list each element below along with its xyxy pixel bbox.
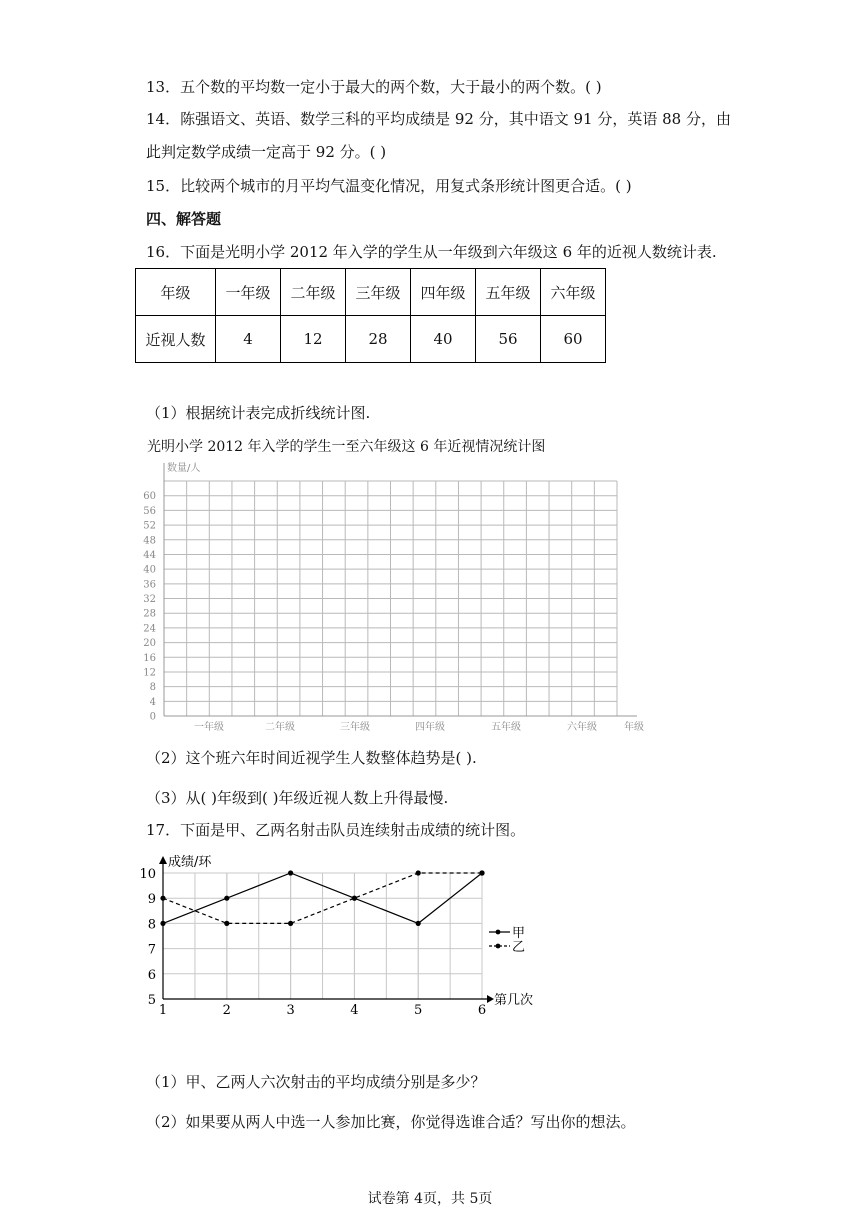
table-cell: 40	[411, 316, 476, 363]
data-point	[416, 870, 421, 875]
y-tick-label: 5	[147, 993, 156, 1008]
y-tick-label: 48	[143, 535, 156, 547]
y-axis-label: 成绩/环	[168, 855, 212, 870]
x-tick-label: 六年级	[567, 722, 597, 733]
question-16-sub3: （3）从( )年级到( )年级近视人数上升得最慢.	[146, 789, 449, 807]
question-16-intro: 16．下面是光明小学 2012 年入学的学生从一年级到六年级这 6 年的近视人数统计表.	[146, 243, 717, 261]
data-point	[479, 870, 484, 875]
data-point	[224, 921, 229, 926]
question-14-line2: 此判定数学成绩一定高于 92 分。( )	[146, 143, 387, 161]
legend-marker	[496, 930, 501, 935]
x-tick-label: 1	[158, 1003, 168, 1018]
y-tick-label: 24	[143, 623, 156, 635]
table-cell: 4	[216, 316, 281, 363]
y-tick-label: 0	[149, 711, 156, 723]
data-point	[160, 921, 165, 926]
data-point	[160, 896, 165, 901]
y-tick-label: 4	[149, 696, 156, 708]
table-cell: 二年级	[281, 269, 346, 316]
table-cell: 四年级	[411, 269, 476, 316]
page-footer: 试卷第 4页，共 5页	[367, 1191, 493, 1207]
y-tick-label: 7	[147, 942, 156, 958]
series-line-1	[163, 873, 482, 923]
data-point	[352, 896, 357, 901]
x-tick-label: 三年级	[340, 722, 370, 733]
data-point	[416, 921, 421, 926]
y-tick-label: 52	[143, 520, 156, 532]
y-axis-label: 数量/人	[167, 463, 201, 474]
x-tick-label: 3	[286, 1003, 295, 1018]
question-17-sub1: （1）甲、乙两人六次射击的平均成绩分别是多少？	[146, 1073, 486, 1091]
y-tick-label: 28	[143, 608, 156, 620]
section-heading: 四、解答题	[146, 210, 222, 228]
table-cell: 56	[476, 316, 541, 363]
legend-label: 甲	[512, 926, 526, 941]
x-tick-label: 6	[477, 1003, 487, 1018]
question-14-line1: 14．陈强语文、英语、数学三科的平均成绩是 92 分，其中语文 91 分，英语 88 分，由	[146, 110, 731, 128]
data-point	[224, 896, 229, 901]
y-tick-label: 44	[143, 549, 156, 561]
x-axis-label: 第几次	[494, 993, 534, 1008]
myopia-table	[135, 268, 606, 363]
legend-label: 乙	[512, 940, 526, 955]
y-tick-label: 40	[143, 564, 156, 576]
question-17-intro: 17．下面是甲、乙两名射击队员连续射击成绩的统计图。	[146, 821, 526, 839]
x-tick-label: 一年级	[194, 722, 224, 733]
y-tick-label: 16	[143, 652, 156, 664]
table-cell: 六年级	[541, 269, 606, 316]
data-point	[288, 870, 293, 875]
y-tick-label: 36	[143, 579, 156, 591]
question-15: 15．比较两个城市的月平均气温变化情况，用复式条形统计图更合适。( )	[146, 177, 632, 195]
data-point	[352, 896, 357, 901]
x-axis-label: 年级	[624, 722, 644, 733]
x-tick-label: 2	[222, 1003, 231, 1018]
x-tick-label: 四年级	[415, 722, 445, 733]
y-tick-label: 32	[143, 594, 156, 605]
table-row	[136, 269, 606, 316]
y-tick-label: 60	[143, 491, 156, 503]
y-tick-label: 6	[147, 967, 156, 983]
x-axis-arrow	[487, 995, 494, 1003]
x-tick-label: 五年级	[491, 722, 521, 733]
x-tick-label: 二年级	[265, 722, 295, 733]
question-13: 13．五个数的平均数一定小于最大的两个数，大于最小的两个数。( )	[146, 78, 602, 96]
question-16-sub2: （2）这个班六年时间近视学生人数整体趋势是( ).	[146, 749, 477, 767]
y-tick-label: 20	[143, 638, 156, 650]
y-tick-label: 8	[149, 682, 156, 694]
legend-marker	[496, 944, 501, 949]
table-header-cell: 年级	[136, 269, 216, 316]
y-tick-label: 10	[139, 867, 156, 882]
question-16-sub1: （1）根据统计表完成折线统计图.	[146, 404, 371, 422]
question-17-sub2: （2）如果要从两人中选一人参加比赛，你觉得选谁合适？写出你的想法。	[146, 1113, 636, 1131]
table-cell: 28	[346, 316, 411, 363]
table-cell: 60	[541, 316, 606, 363]
data-point	[479, 870, 484, 875]
y-axis-arrow	[159, 856, 167, 864]
data-point	[288, 921, 293, 926]
table-cell: 12	[281, 316, 346, 363]
x-tick-label: 5	[414, 1003, 423, 1018]
table-cell: 五年级	[476, 269, 541, 316]
y-tick-label: 12	[143, 667, 156, 679]
y-tick-label: 8	[147, 917, 156, 933]
chart1-title: 光明小学 2012 年入学的学生一至六年级这 6 年近视情况统计图	[147, 439, 546, 455]
y-tick-label: 9	[147, 892, 156, 908]
table-row	[136, 316, 606, 363]
table-header-cell: 近视人数	[136, 316, 216, 363]
table-cell: 一年级	[216, 269, 281, 316]
series-line-0	[163, 873, 482, 923]
y-tick-label: 56	[143, 505, 156, 517]
x-tick-label: 4	[350, 1003, 359, 1018]
table-cell: 三年级	[346, 269, 411, 316]
